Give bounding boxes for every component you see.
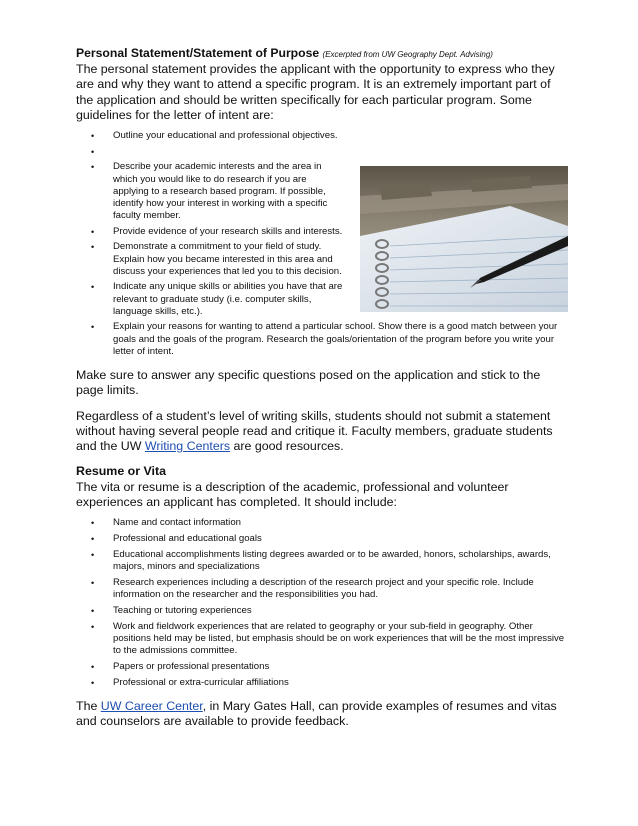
list-item: • Professional and educational goals bbox=[91, 533, 262, 545]
personal-statement-title: Personal Statement/Statement of Purpose bbox=[76, 46, 320, 60]
list-item: • Demonstrate a commitment to your field of study. Explain how you became interested in this area and discuss your experiences that led you to this decision. bbox=[91, 241, 342, 277]
list-item: • Work and fieldwork experiences that are related to geography or your sub-field in geography. Other positions held may be listed, but emphasis should be on work experiences that will be the most impressive to the admissions committee. bbox=[91, 620, 565, 657]
writing-centers-link[interactable]: Writing Centers bbox=[144, 439, 231, 454]
resume-intro: The vita or resume is a description of the academic, professional and volunteer experiences an applicant has completed. It should include: bbox=[76, 479, 509, 510]
list-item: • Teaching or tutoring experiences bbox=[91, 604, 252, 616]
career-center-paragraph: The UW Career Center, in Mary Gates Hall, can provide examples of resumes and vitas and counselors are available to provide feedback. bbox=[76, 698, 557, 729]
source-note: (Excerpted from UW Geography Dept. Advising) bbox=[322, 50, 493, 59]
list-item: • Indicate any unique skills or abilities you have that are relevant to graduate study (i.e. computer skills, language skills, etc.). bbox=[91, 281, 343, 317]
list-item: • bbox=[91, 146, 95, 157]
list-item: • Outline your educational and professional objectives. bbox=[91, 130, 338, 142]
review-paragraph: Regardless of a student’s level of writing skills, students should not submit a statement without having several people read and critique it. Faculty members, graduate students and the UW Writing Centers are good resources. bbox=[76, 408, 553, 454]
list-item: • Explain your reasons for wanting to attend a particular school. Show there is a good match between your goals and the goals of the program. Research the goals/orientation of the program before you write your letter of intent. bbox=[91, 321, 558, 357]
notebook-pen-image bbox=[360, 166, 568, 312]
notebook-pen-photo bbox=[360, 166, 568, 312]
career-center-link[interactable]: UW Career Center bbox=[100, 698, 203, 713]
list-item: • Papers or professional presentations bbox=[91, 660, 270, 672]
list-item: • Name and contact information bbox=[91, 517, 241, 529]
list-item: • Research experiences including a description of the research project and your specific role. Include information on the researcher and the responsibilities you had. bbox=[91, 576, 534, 601]
document-body bbox=[76, 46, 566, 730]
section-heading-personal-statement bbox=[76, 46, 566, 62]
answer-questions-paragraph: Make sure to answer any specific questions posed on the application and stick to the page limits. bbox=[76, 367, 541, 398]
list-item: • Educational accomplishments listing degrees awarded or to be awarded, honors, scholarships, awards, majors, minors and specializations bbox=[91, 548, 551, 573]
resume-title: Resume or Vita bbox=[76, 464, 166, 479]
personal-statement-intro: The personal statement provides the applicant with the opportunity to express who they are and why they want to attend a specific program. It is an extremely important part of the application and should be written specifically for each particular program. Some guidelines for the letter of intent are: bbox=[76, 62, 555, 122]
list-item: • Describe your academic interests and the area in which you would like to do research if you are applying to a research based program. If possible, identify how your interest in working with a specific faculty member. bbox=[91, 161, 328, 222]
list-item: • Provide evidence of your research skills and interests. bbox=[91, 225, 343, 237]
resume-contents-list bbox=[76, 517, 566, 689]
list-item: • Professional or extra-curricular affiliations bbox=[91, 676, 289, 688]
